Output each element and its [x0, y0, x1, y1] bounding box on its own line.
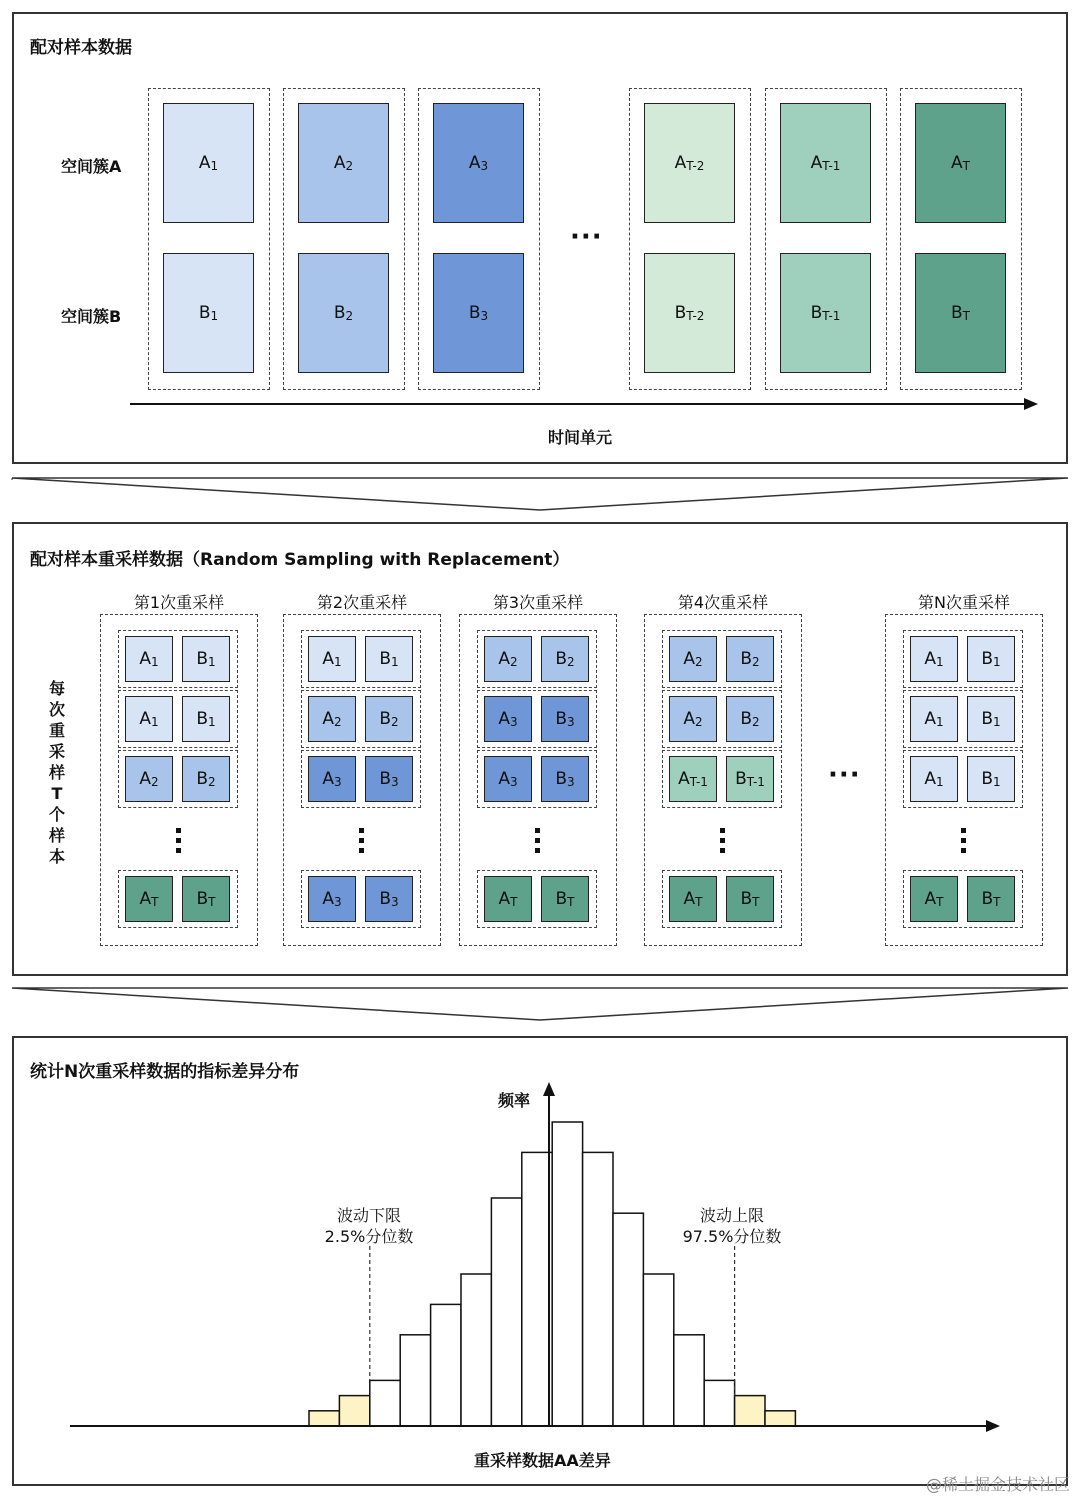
cell-subscript: 3: [480, 309, 489, 323]
pair-cell-b: [365, 876, 413, 922]
cell-subscript: 1: [210, 159, 219, 173]
cell-letter: A: [683, 649, 695, 669]
cell-subscript: 3: [480, 159, 489, 173]
cell-subscript: T: [993, 895, 1001, 909]
cell-letter: A: [322, 709, 334, 729]
pair-cell-b: [541, 756, 589, 802]
dot: [961, 828, 966, 833]
cell-subscript: 1: [151, 715, 159, 729]
cell-subscript: 1: [936, 655, 944, 669]
pair-cell-a: [484, 696, 532, 742]
pair-cell-b: [726, 876, 774, 922]
pair-cell-b: [182, 696, 230, 742]
cell-letter: B: [555, 769, 568, 789]
pair-cell-b: [726, 636, 774, 682]
cell-subscript: T: [962, 309, 970, 323]
pair-cell-a: [669, 876, 717, 922]
cell-subscript: T-1: [746, 775, 765, 789]
cell-letter: B: [468, 303, 481, 323]
cell-letter: A: [322, 769, 334, 789]
cell-letter: B: [981, 709, 994, 729]
pair-cell-b: [967, 636, 1015, 682]
cell-letter: A: [924, 769, 936, 789]
cell-subscript: 2: [752, 655, 760, 669]
cell-subscript: T: [962, 159, 970, 173]
pair-cell-a: [125, 756, 173, 802]
row-label-cluster-b: 空间簇B: [61, 307, 122, 326]
row-label-cluster-a: 空间簇A: [61, 157, 122, 176]
dot: [359, 828, 364, 833]
cell-letter: B: [555, 709, 568, 729]
pair-cell-b: [365, 756, 413, 802]
cell-letter: A: [924, 889, 937, 909]
cell-subscript: 3: [510, 775, 518, 789]
histogram-bar: [461, 1274, 491, 1426]
cell-subscript: T: [936, 895, 944, 909]
pair-cell-a: [484, 636, 532, 682]
pair-cell-a: [910, 756, 958, 802]
pair-cell-a: [308, 636, 356, 682]
cell-letter: B: [196, 709, 209, 729]
pair-cell-a: [308, 876, 356, 922]
cell-subscript: 2: [345, 309, 354, 323]
x-axis-label: 重采样数据AA差异: [474, 1451, 611, 1470]
cell-subscript: 1: [936, 715, 944, 729]
pair-cell-b: [182, 636, 230, 682]
cell-letter: A: [468, 153, 481, 173]
dot: [176, 828, 181, 833]
pair-cell-a: [484, 876, 532, 922]
cell-subscript: 3: [391, 775, 399, 789]
cell-letter: B: [740, 709, 753, 729]
cell-subscript: T: [567, 895, 575, 909]
pair-cell-a: [910, 876, 958, 922]
histogram-bar: [522, 1152, 552, 1426]
dot: [535, 848, 540, 853]
histogram-bar: [491, 1198, 521, 1426]
lower-bound-title: 波动下限: [336, 1206, 401, 1225]
pair-cell-a: [669, 756, 717, 802]
dot: [176, 848, 181, 853]
cell-letter: B: [555, 889, 568, 909]
histogram-bar: [674, 1335, 704, 1426]
cell-subscript: 2: [567, 655, 575, 669]
cell-subscript: 2: [752, 715, 760, 729]
cell-subscript: T-2: [686, 159, 705, 173]
resampling-title: 配对样本重采样数据（Random Sampling with Replacement）: [30, 550, 570, 570]
cell-subscript: 1: [210, 309, 219, 323]
lower-bound-label: [310, 1205, 428, 1247]
cell-subscript: 1: [151, 655, 159, 669]
pair-cell-b: [726, 756, 774, 802]
dot: [720, 828, 725, 833]
histogram-bar: [583, 1152, 613, 1426]
pair-cell-a: [669, 636, 717, 682]
pair-cell-a: [308, 696, 356, 742]
cell-subscript: T: [510, 895, 518, 909]
pair-cell-b: [967, 696, 1015, 742]
cell-subscript: T: [208, 895, 216, 909]
cell-subscript: T-1: [822, 309, 841, 323]
cell-letter: A: [333, 153, 346, 173]
cell-subscript: T-2: [686, 309, 705, 323]
cell-letter: A: [683, 709, 695, 729]
cell-letter: A: [322, 649, 334, 669]
cell-subscript: 3: [391, 895, 399, 909]
histogram-bar: [400, 1335, 430, 1426]
vertical-ellipsis: [720, 828, 726, 858]
cell-letter: B: [379, 709, 392, 729]
cell-letter: A: [678, 769, 690, 789]
cell-subscript: 2: [151, 775, 159, 789]
cell-letter: A: [139, 709, 151, 729]
cell-letter: B: [196, 769, 209, 789]
time-axis: [0, 0, 1080, 470]
cell-subscript: 1: [993, 715, 1001, 729]
pair-cell-b: [182, 876, 230, 922]
cell-subscript: 3: [334, 895, 342, 909]
pair-cell-b: [967, 876, 1015, 922]
dot: [720, 838, 725, 843]
pair-cell-a: [308, 756, 356, 802]
histogram-bar: [735, 1396, 765, 1426]
cell-letter: A: [683, 889, 696, 909]
cell-subscript: 3: [567, 715, 575, 729]
time-axis-label: 时间单元: [548, 428, 613, 447]
histogram-bar: [643, 1274, 673, 1426]
cell-letter: B: [196, 889, 209, 909]
cell-subscript: 3: [567, 775, 575, 789]
cell-letter: A: [198, 153, 211, 173]
resample-round-label: 第3次重采样: [492, 593, 584, 612]
dot: [176, 838, 181, 843]
histogram-bar: [339, 1396, 369, 1426]
pair-cell-b: [365, 696, 413, 742]
cell-subscript: 1: [334, 655, 342, 669]
cell-letter: A: [322, 889, 334, 909]
cell-letter: B: [810, 303, 823, 323]
histogram: [0, 1036, 1080, 1486]
cell-letter: B: [740, 649, 753, 669]
cell-letter: B: [379, 649, 392, 669]
dot: [535, 838, 540, 843]
dot: [720, 848, 725, 853]
cell-letter: B: [555, 649, 568, 669]
pair-cell-a: [669, 696, 717, 742]
y-axis-arrow: [543, 1082, 555, 1096]
cell-letter: B: [196, 649, 209, 669]
cell-letter: A: [924, 649, 936, 669]
cell-letter: A: [924, 709, 936, 729]
cell-letter: A: [139, 889, 152, 909]
cell-letter: B: [735, 769, 747, 789]
cell-subscript: 1: [993, 775, 1001, 789]
cell-letter: B: [981, 889, 994, 909]
cell-subscript: 2: [345, 159, 354, 173]
distribution-title: 统计N次重采样数据的指标差异分布: [30, 1062, 300, 1082]
vertical-ellipsis: [359, 828, 365, 858]
pair-cell-b: [541, 636, 589, 682]
cell-letter: A: [951, 153, 963, 173]
vertical-ellipsis: [176, 828, 182, 858]
cell-letter: A: [498, 709, 510, 729]
cell-letter: B: [379, 889, 392, 909]
cell-subscript: 1: [208, 655, 216, 669]
dot: [961, 848, 966, 853]
pair-cell-b: [365, 636, 413, 682]
cell-subscript: 2: [510, 655, 518, 669]
x-axis-arrow: [986, 1420, 1000, 1432]
cell-subscript: T-1: [822, 159, 841, 173]
dot: [359, 838, 364, 843]
cell-subscript: 1: [936, 775, 944, 789]
cell-subscript: 2: [695, 655, 703, 669]
cell-letter: B: [674, 303, 687, 323]
cell-letter: B: [740, 889, 753, 909]
cell-subscript: 1: [391, 655, 399, 669]
resample-round-label: 第N次重采样: [918, 593, 1010, 612]
cell-subscript: 2: [391, 715, 399, 729]
histogram-bar: [431, 1304, 461, 1426]
histogram-bar: [613, 1213, 643, 1426]
vertical-ellipsis: [961, 828, 967, 858]
dot: [961, 838, 966, 843]
histogram-bar: [765, 1411, 795, 1426]
side-label-t-samples: 每次重采样T个样本: [48, 679, 65, 866]
cell-letter: A: [498, 649, 510, 669]
pair-cell-b: [541, 876, 589, 922]
pair-cell-b: [182, 756, 230, 802]
cell-letter: A: [810, 153, 823, 173]
vertical-ellipsis: [535, 828, 541, 858]
cell-subscript: T: [695, 895, 703, 909]
cell-letter: A: [139, 649, 151, 669]
cell-letter: B: [950, 303, 963, 323]
cell-letter: A: [498, 769, 510, 789]
pair-cell-b: [967, 756, 1015, 802]
cell-letter: B: [379, 769, 392, 789]
cell-letter: B: [981, 649, 994, 669]
dot: [359, 848, 364, 853]
cell-letter: A: [674, 153, 687, 173]
y-axis-label: 频率: [498, 1091, 531, 1110]
pair-cell-b: [541, 696, 589, 742]
cell-subscript: 3: [510, 715, 518, 729]
cell-letter: B: [981, 769, 994, 789]
funnel-connector-2: [0, 980, 1080, 1030]
dot: [535, 828, 540, 833]
resample-round-label: 第1次重采样: [133, 593, 225, 612]
ellipsis-groups: ···: [828, 760, 861, 790]
cell-subscript: T: [151, 895, 159, 909]
cell-subscript: 2: [695, 715, 703, 729]
cell-letter: A: [498, 889, 511, 909]
cell-letter: B: [333, 303, 346, 323]
cell-subscript: 2: [208, 775, 216, 789]
histogram-bar: [704, 1380, 734, 1426]
pair-cell-a: [125, 696, 173, 742]
cell-subscript: 2: [334, 715, 342, 729]
cell-subscript: 1: [993, 655, 1001, 669]
ellipsis-top: ···: [570, 222, 603, 252]
pair-cell-a: [484, 756, 532, 802]
pair-cell-b: [726, 696, 774, 742]
histogram-bar: [309, 1411, 339, 1426]
paired-sample-title: 配对样本数据: [30, 38, 132, 58]
histogram-bar: [552, 1122, 582, 1426]
funnel-connector-1: [0, 470, 1080, 520]
pair-cell-a: [910, 696, 958, 742]
cell-subscript: T: [752, 895, 760, 909]
cell-subscript: 3: [334, 775, 342, 789]
pair-cell-a: [125, 636, 173, 682]
footer-credit: @稀土掘金技术社区: [925, 1475, 1070, 1494]
pair-cell-a: [910, 636, 958, 682]
pair-cell-a: [125, 876, 173, 922]
cell-letter: A: [139, 769, 151, 789]
upper-bound-quantile: 97.5%分位数: [682, 1227, 782, 1246]
histogram-bar: [370, 1380, 400, 1426]
lower-bound-quantile: 2.5%分位数: [324, 1227, 414, 1246]
cell-subscript: 1: [208, 715, 216, 729]
cell-subscript: T-1: [689, 775, 708, 789]
upper-bound-title: 波动上限: [699, 1206, 764, 1225]
resample-round-label: 第2次重采样: [316, 593, 408, 612]
cell-letter: B: [198, 303, 211, 323]
resample-round-label: 第4次重采样: [677, 593, 769, 612]
upper-bound-label: [668, 1205, 796, 1247]
